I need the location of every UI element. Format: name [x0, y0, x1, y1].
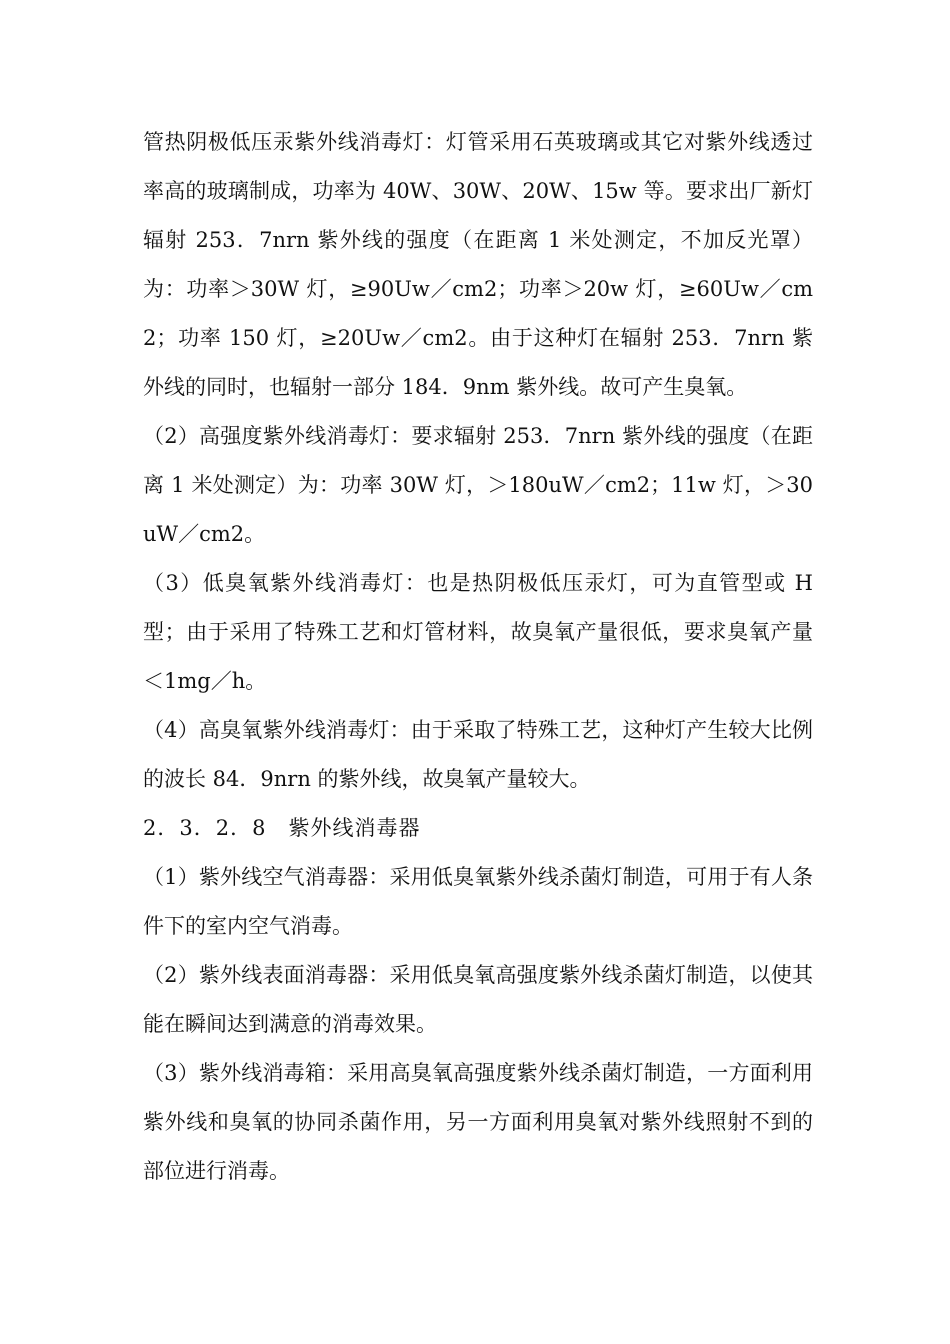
paragraph-high-intensity-lamp: （2）高强度紫外线消毒灯：要求辐射 253．7nrn 紫外线的强度（在距离 1 米处测定）为：功率 30W 灯，＞180uW／cm2；11w 灯，＞30uW／cm2。	[143, 424, 813, 546]
paragraph-air-disinfector: （1）紫外线空气消毒器：采用低臭氧紫外线杀菌灯制造，可用于有人条件下的室内空气消毒。	[143, 865, 813, 938]
paragraph-surface-disinfector: （2）紫外线表面消毒器：采用低臭氧高强度紫外线杀菌灯制造，以使其能在瞬间达到满意的消毒效果。	[143, 963, 813, 1036]
document-body	[143, 118, 813, 1196]
paragraph-low-pressure-mercury-lamp: 管热阴极低压汞紫外线消毒灯：灯管采用石英玻璃或其它对紫外线透过率高的玻璃制成，功率为 40W、30W、20W、15w 等。要求出厂新灯辐射 253．7nrn 紫外线的强度（在距离 1 米处测定，不加反光罩）为：功率＞30W 灯，≥90Uw／cm2；功率＞20w 灯，≥60Uw／cm2；功率 150 灯，≥20Uw／cm2。由于这种灯在辐射 253．7nrn 紫外线的同时，也辐射一部分 184．9nm 紫外线。故可产生臭氧。	[143, 130, 813, 399]
paragraph-high-ozone-lamp: （4）高臭氧紫外线消毒灯：由于采取了特殊工艺，这种灯产生较大比例的波长 84．9nrn 的紫外线，故臭氧产量较大。	[143, 718, 813, 791]
paragraph-low-ozone-lamp: （3）低臭氧紫外线消毒灯：也是热阴极低压汞灯，可为直管型或 H 型；由于采用了特殊工艺和灯管材料，故臭氧产量很低，要求臭氧产量＜1mg／h。	[143, 571, 813, 693]
paragraph-disinfection-cabinet: （3）紫外线消毒箱：采用高臭氧高强度紫外线杀菌灯制造，一方面利用紫外线和臭氧的协同杀菌作用，另一方面利用臭氧对紫外线照射不到的部位进行消毒。	[143, 1061, 813, 1183]
section-heading: 2．3．2．8 紫外线消毒器	[143, 816, 421, 840]
